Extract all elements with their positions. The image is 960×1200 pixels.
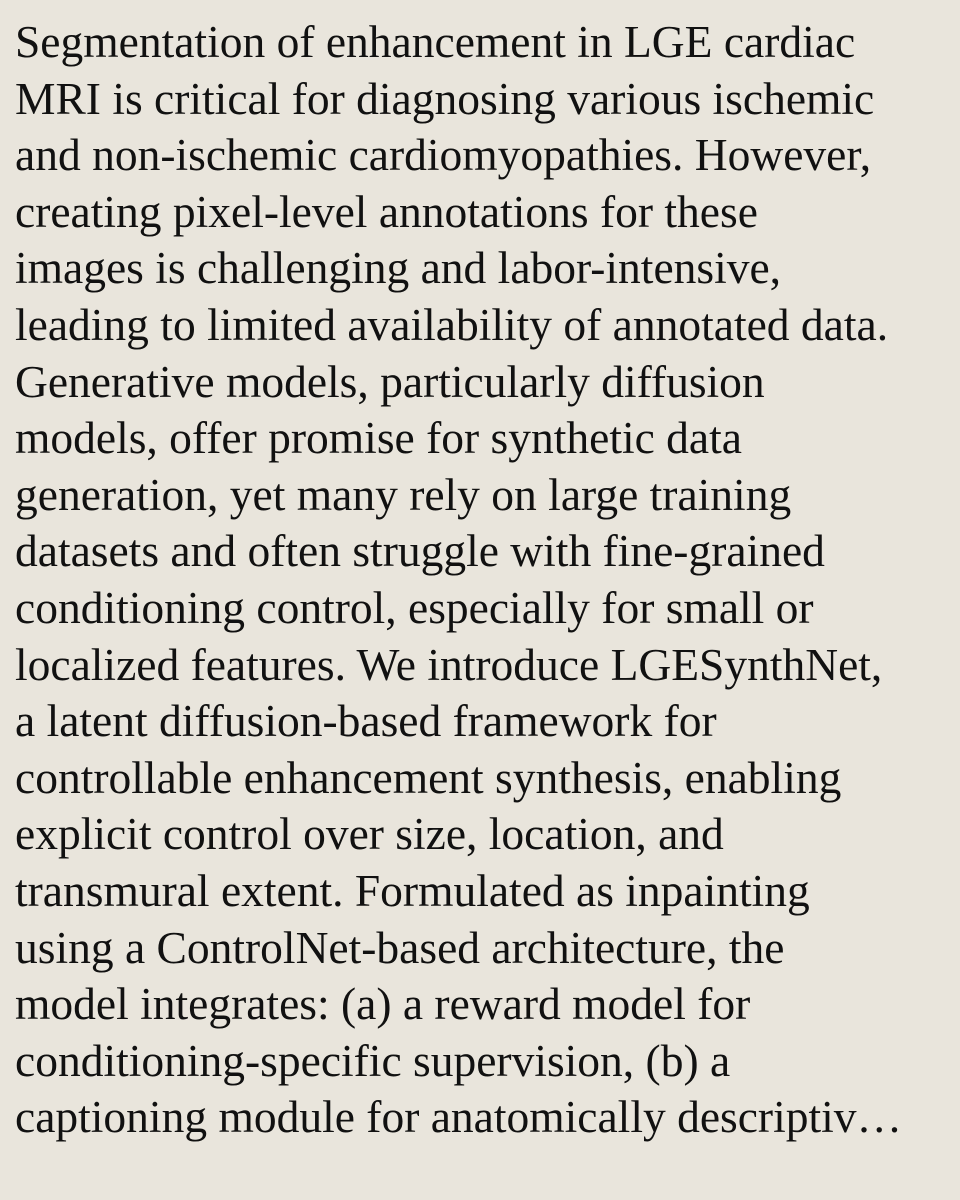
text-line-9: generation, yet many rely on large training xyxy=(15,468,792,520)
text-line-7: Generative models, particularly diffusion xyxy=(15,355,765,407)
text-line-10: datasets and often struggle with fine-grained xyxy=(15,525,825,577)
text-line-4: creating pixel-level annotations for these xyxy=(15,185,758,237)
text-line-15: explicit control over size, location, and xyxy=(15,808,724,860)
text-line-3: and non-ischemic cardiomyopathies. However, xyxy=(15,129,872,181)
text-line-19: conditioning-specific supervision, (b) a xyxy=(15,1034,731,1086)
text-line-20: captioning module for anatomically descriptiv… xyxy=(15,1091,903,1143)
text-line-12: localized features. We introduce LGESynthNet, xyxy=(15,638,883,690)
text-line-16: transmural extent. Formulated as inpainting xyxy=(15,864,810,916)
text-line-8: models, offer promise for synthetic data xyxy=(15,412,742,464)
text-line-1: Segmentation of enhancement in LGE cardiac xyxy=(15,16,856,67)
text-line-11: conditioning control, especially for small or xyxy=(15,581,814,633)
text-line-17: using a ControlNet-based architecture, the xyxy=(15,921,785,973)
text-line-18: model integrates: (a) a reward model for xyxy=(15,978,751,1030)
abstract-text xyxy=(15,14,950,1146)
text-line-6: leading to limited availability of annotated data. xyxy=(15,298,889,350)
text-line-5: images is challenging and labor-intensive, xyxy=(15,242,782,294)
text-line-14: controllable enhancement synthesis, enabling xyxy=(15,751,842,803)
text-line-2: MRI is critical for diagnosing various ischemic xyxy=(15,72,875,124)
text-line-13: a latent diffusion-based framework for xyxy=(15,695,717,747)
